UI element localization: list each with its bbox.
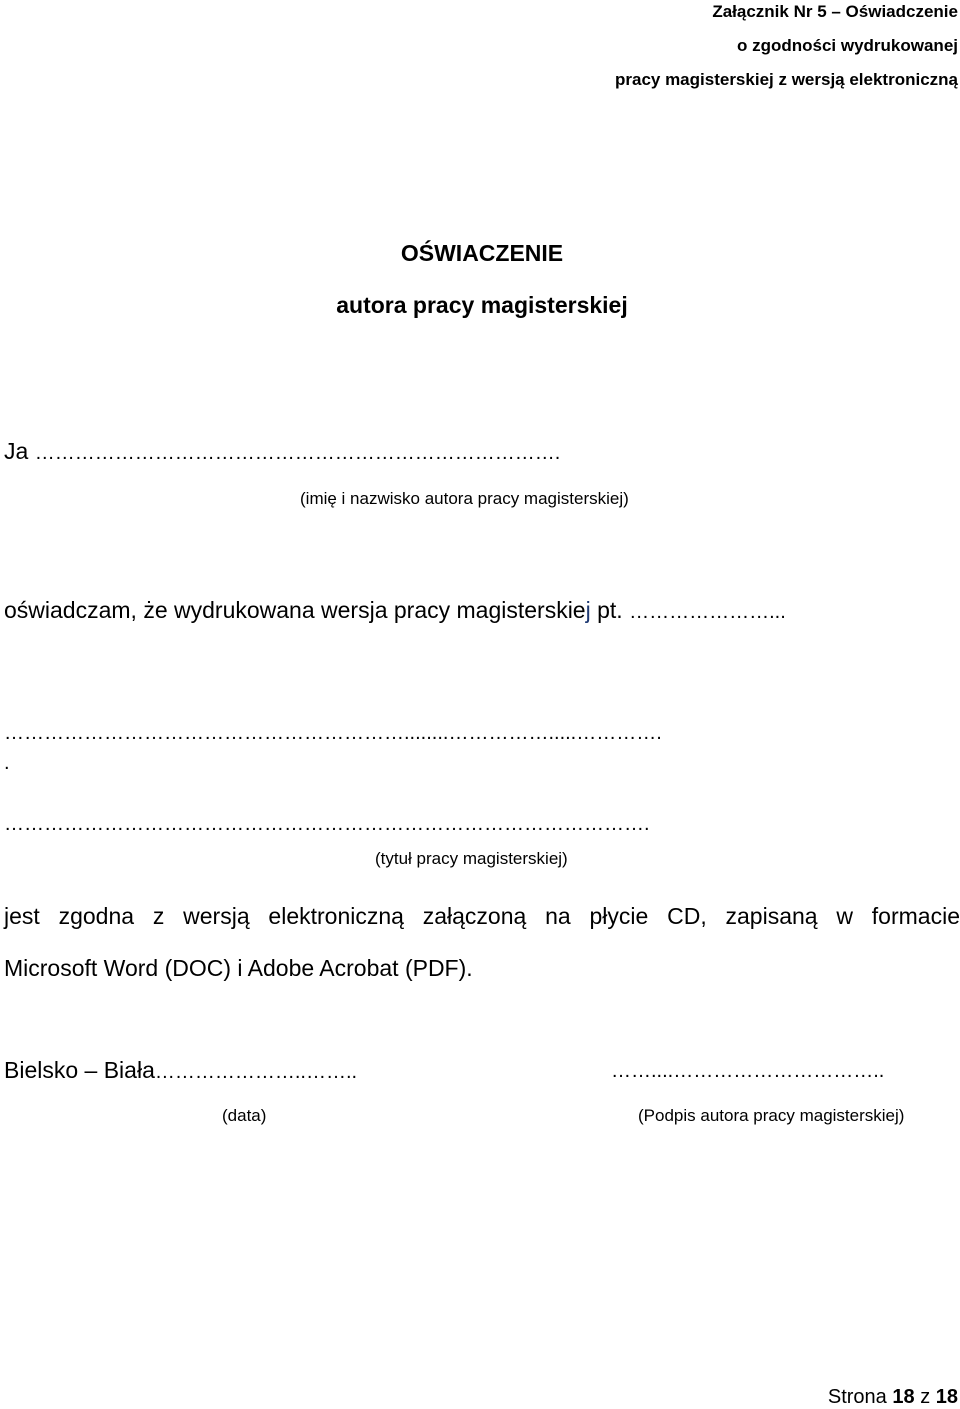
page-total: 18 bbox=[935, 1386, 958, 1408]
title-dots-line-2: ……………………………………………………........…………….....…………. bbox=[4, 722, 662, 744]
declaration-accent-letter: j bbox=[585, 597, 591, 623]
signature-dots: ……....………………………….. bbox=[611, 1060, 885, 1082]
place-date-line bbox=[4, 1057, 357, 1084]
date-dots: …………………..…….. bbox=[154, 1061, 358, 1083]
title-dots-line-1: …………………... bbox=[629, 601, 786, 623]
author-name-dots: ……………………………………………………………………. bbox=[34, 442, 561, 464]
page-separator: z bbox=[920, 1386, 931, 1408]
title-caption: (tytuł pracy magisterskiej) bbox=[375, 849, 568, 868]
document-title: OŚWIACZENIE bbox=[400, 240, 564, 266]
declaration-text: oświadczam, że wydrukowana wersja pracy magisterskie bbox=[4, 597, 586, 623]
declaration-text-end: pt. bbox=[590, 597, 623, 623]
document-subtitle: autora pracy magisterskiej bbox=[336, 292, 628, 318]
place-name: Bielsko – Biała bbox=[4, 1057, 155, 1083]
author-caption: (imię i nazwisko autora pracy magisterskiej) bbox=[300, 489, 629, 508]
statement-line-1: jest zgodna z wersją elektroniczną załączoną na płycie CD, zapisaną w formacie bbox=[4, 903, 960, 929]
author-prefix: Ja bbox=[4, 438, 29, 464]
annex-line-2: o zgodności wydrukowanej bbox=[736, 36, 958, 55]
annex-line-1: Załącznik Nr 5 – Oświadczenie bbox=[712, 2, 958, 21]
title-dots-line-3: . bbox=[4, 752, 10, 774]
page-current: 18 bbox=[892, 1386, 915, 1408]
date-caption: (data) bbox=[222, 1106, 267, 1125]
signature-caption: (Podpis autora pracy magisterskiej) bbox=[638, 1106, 905, 1125]
author-line bbox=[4, 438, 560, 465]
page-prefix: Strona bbox=[827, 1386, 887, 1408]
annex-line-3: pracy magisterskiej z wersją elektroniczną bbox=[614, 70, 958, 89]
title-dots-line-4: ……………………………………………………………………………………. bbox=[4, 813, 650, 835]
declaration-line bbox=[4, 597, 786, 624]
statement-line-2: Microsoft Word (DOC) i Adobe Acrobat (PDF). bbox=[4, 955, 473, 981]
